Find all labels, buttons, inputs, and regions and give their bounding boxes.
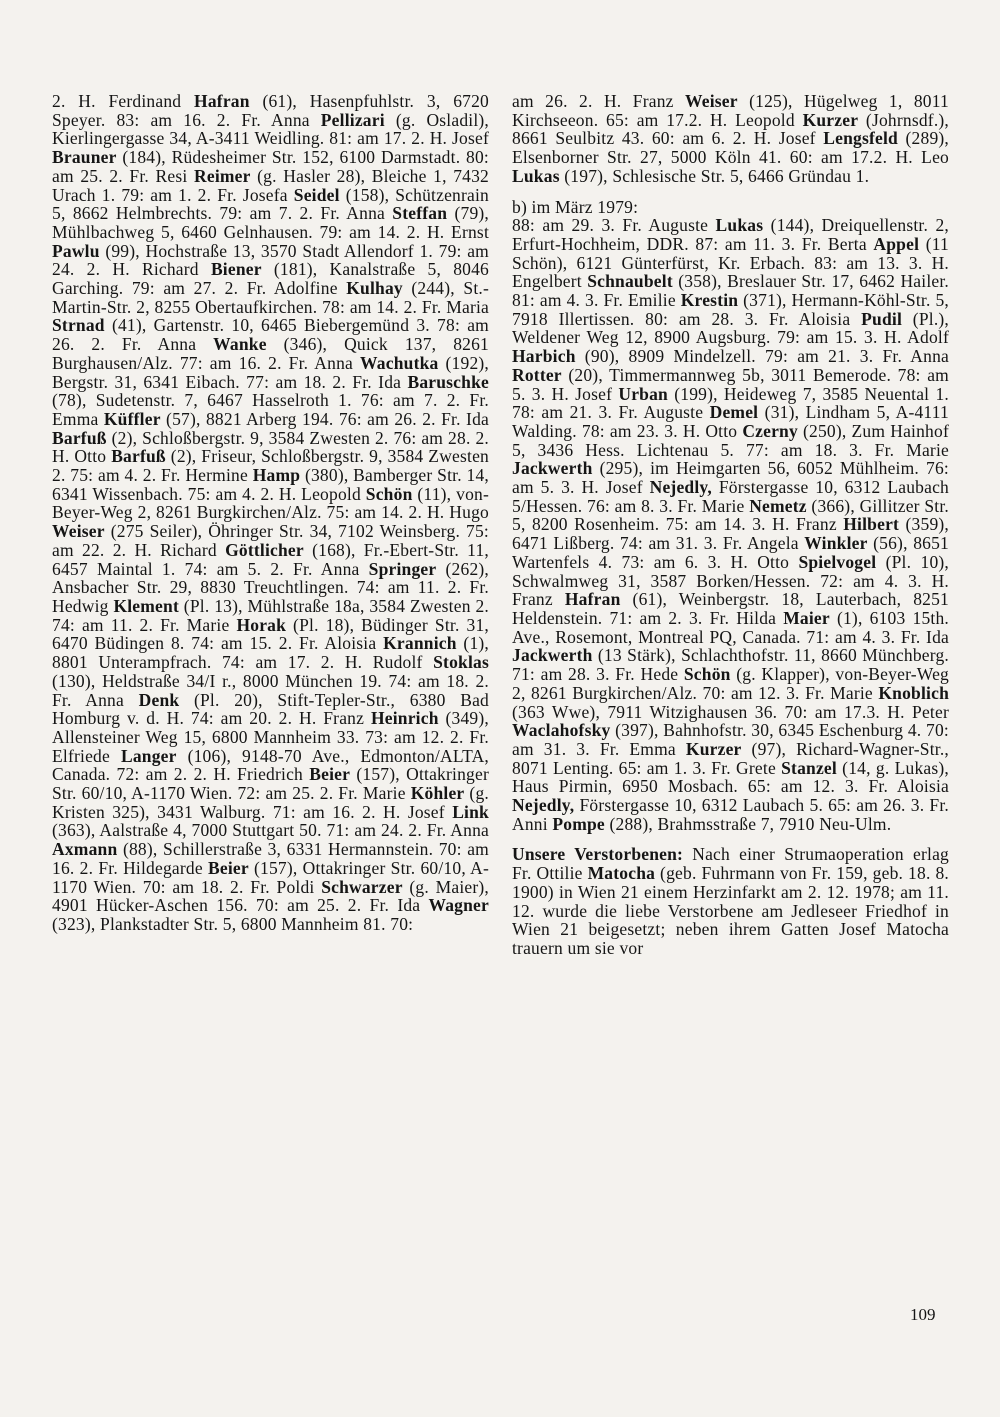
text-run: (349), Allensteiner Weg 15, 6800 Mannheim 33. 73: am 12. 2. Fr. Elfriede <box>52 708 489 766</box>
name-bold: Spielvogel <box>798 551 877 572</box>
text-run: Förstergasse 10, 6312 Laubach 5/Hessen. 76: am 8. 3. Fr. Marie <box>512 477 949 516</box>
text-run: (14, g. Lukas), Haus Pirmin, 6950 Mosbach. 65: am 12. 3. Fr. Aloisia <box>512 757 950 797</box>
name-bold: Waclahofsky <box>512 720 611 741</box>
text-run: (g. Klapper), von-Beyer-Weg 2, 8261 Burgkirchen/Alz. 70: am 12. 3. Fr. Marie <box>512 664 950 703</box>
name-bold: Maier <box>783 607 830 628</box>
name-bold: Strnad <box>52 315 105 336</box>
right-column <box>512 92 949 958</box>
name-bold: Krestin <box>680 290 739 311</box>
text-run: (359), 6471 Lißberg. 74: am 31. 3. Fr. Angela <box>512 514 949 554</box>
name-bold: Rotter <box>512 364 562 385</box>
name-bold: Schön <box>365 483 413 504</box>
text-run: (g. Osladil), Kierlingergasse 34, A-3411 Weidling. 81: am 17. 2. H. Josef <box>52 109 489 149</box>
name-bold: Reimer <box>194 165 251 186</box>
text-run: (244), St.-Martin-Str. 2, 8255 Obertaufkirchen. 78: am 14. 2. Fr. Maria <box>52 278 489 317</box>
name-bold: Kurzer <box>802 109 859 130</box>
name-bold: Beier <box>207 857 249 878</box>
name-bold: Nejedly, <box>512 795 575 816</box>
text-run: (Johrnsdf.), 8661 Seulbitz 43. 60: am 6. 2. H. Josef <box>512 109 950 149</box>
name-bold: Pudil <box>861 308 903 329</box>
name-bold: Schwarzer <box>321 876 403 897</box>
text-run: (192), Bergstr. 31, 6341 Eibach. 77: am 18. 2. Fr. Ida <box>52 352 489 392</box>
text-run: (Pl. 20), Stift-Tepler-Str., 6380 Bad Homburg v. d. H. 74: am 20. 2. H. Franz <box>52 689 490 729</box>
name-bold: Pawlu <box>52 240 100 261</box>
name-bold: Lukas <box>512 165 560 186</box>
name-bold: Beier <box>309 764 351 785</box>
name-bold: Nejedly, <box>649 477 712 498</box>
birthday-list-february <box>52 92 489 934</box>
name-bold: Kurzer <box>685 738 742 759</box>
text-run: (1), 8801 Unterampfrach. 74: am 17. 2. H. Rudolf <box>52 633 490 673</box>
name-bold: Kulhay <box>346 278 403 299</box>
name-bold: Wachutka <box>360 352 439 373</box>
text-run: (106), 9148-70 Ave., Edmonton/ALTA, Canada. 72: am 2. 2. H. Friedrich <box>52 745 490 785</box>
birthday-list-february-continued <box>512 92 949 186</box>
name-bold: Harbich <box>512 346 576 367</box>
text-run: (358), Breslauer Str. 17, 6462 Hailer. 81: am 4. 3. Fr. Emilie <box>512 271 949 311</box>
name-bold: Denk <box>138 689 180 710</box>
text-run: (397), Bahnhofstr. 30, 6345 Eschenburg 4. 70: am 31. 3. Fr. Emma <box>512 720 949 759</box>
name-bold: Göttlicher <box>225 539 304 560</box>
text-run: (158), Schützenrain 5, 8662 Helmbrechts. 79: am 7. 2. Fr. Anna <box>52 184 490 224</box>
text-run: (61), Weinbergstr. 18, Lauterbach, 8251 Heldenstein. 71: am 2. 3. Fr. Hilda <box>512 589 949 628</box>
text-run: (11), von-Beyer-Weg 2, 8261 Burgkirchen/Alz. 75: am 14. 2. H. Hugo <box>52 483 489 523</box>
text-run: (20), Timmermannweg 5b, 3011 Bemerode. 78: am 5. 3. H. Josef <box>512 364 949 404</box>
name-bold: Nemetz <box>749 495 807 516</box>
text-run: (363), Aalstraße 4, 7000 Stuttgart 50. 71: am 24. 2. Fr. Anna <box>52 820 489 841</box>
text-run: (366), Gillitzer Str. 5, 8200 Rosenheim. 75: am 14. 3. H. Franz <box>512 495 949 535</box>
name-bold: Unsere Verstorbenen: <box>512 844 684 865</box>
name-bold: Lukas <box>715 215 764 236</box>
text-run: (g. Hasler 28), Bleiche 1, 7432 Urach 1. 79: am 1. 2. Fr. Josefa <box>52 165 489 205</box>
name-bold: Küffler <box>103 408 161 429</box>
text-run: (295), im Heimgarten 56, 6052 Mühlheim. 76: am 5. 3. H. Josef <box>512 458 949 498</box>
name-bold: Knoblich <box>878 682 949 703</box>
text-run: (168), Fr.-Ebert-Str. 11, 6457 Maintal 1. 74: am 5. 2. Fr. Anna <box>52 539 489 579</box>
text-run: (346), Quick 137, 8261 Burghausen/Alz. 77: am 16. 2. Fr. Anna <box>52 334 489 373</box>
name-bold: Hilbert <box>843 514 900 535</box>
text-run: (Pl. 13), Mühlstraße 18a, 3584 Zwesten 2. 74: am 11. 2. Fr. Marie <box>52 595 489 635</box>
text-run: (2), Schloßbergstr. 9, 3584 Zwesten 2. 76: am 28. 2. H. Otto <box>52 427 489 467</box>
text-run: (184), Rüdesheimer Str. 152, 6100 Darmstadt. 80: am 25. 2. Fr. Resi <box>52 147 489 186</box>
name-bold: Schnaubelt <box>587 271 673 292</box>
text-run: (79), Mühlbachweg 5, 6460 Gelnhausen. 79: am 14. 2. H. Ernst <box>52 203 489 242</box>
text-run: (181), Kanalstraße 5, 8046 Garching. 79: am 27. 2. Fr. Adolfine <box>52 259 490 299</box>
name-bold: Winkler <box>804 533 868 554</box>
text-run: am 26. 2. H. Franz <box>512 91 686 111</box>
text-run: (Pl.), Weldener Weg 12, 8900 Augsburg. 79: am 15. 3. H. Adolf <box>512 308 949 348</box>
name-bold: Heinrich <box>370 708 439 729</box>
text-run: (130), Heldstraße 34/I r., 8000 München 19. 74: am 18. 2. Fr. Anna <box>52 670 489 710</box>
text-run: Nach einer Strumaoperation erlag Fr. Ottilie <box>512 844 949 884</box>
name-bold: Wagner <box>428 895 489 916</box>
text-run: (g. Maier), 4901 Hücker-Aschen 156. 70: am 25. 2. Fr. Ida <box>52 876 490 916</box>
name-bold: Schön <box>683 664 731 685</box>
name-bold: Weiser <box>685 91 738 111</box>
name-bold: Axmann <box>52 839 118 860</box>
text-run: (2), Friseur, Schloßbergstr. 9, 3584 Zwesten 2. 75: am 4. 2. Fr. Hermine <box>52 446 489 486</box>
name-bold: Stanzel <box>781 757 837 778</box>
name-bold: Krannich <box>383 633 457 654</box>
text-run: (288), Brahmsstraße 7, 7910 Neu-Ulm. <box>604 813 892 834</box>
name-bold: Klement <box>113 595 179 616</box>
name-bold: Baruschke <box>407 371 489 392</box>
text-run: (125), Hügelweg 1, 8011 Kirchseeon. 65: am 17.2. H. Leopold <box>512 91 949 130</box>
name-bold: Hamp <box>252 465 301 486</box>
name-bold: Jackwerth <box>512 645 593 666</box>
text-run: (g. Kristen 325), 3431 Walburg. 71: am 16. 2. H. Josef <box>52 783 489 822</box>
name-bold: Steffan <box>392 203 448 224</box>
name-bold: Hafran <box>194 91 250 111</box>
text-run: (88), Schillerstraße 3, 6331 Hermannstein. 70: am 16. 2. Fr. Hildegarde <box>52 839 489 878</box>
text-run: (Pl. 18), Büdinger Str. 31, 6470 Büdingen 8. 74: am 15. 2. Fr. Aloisia <box>52 614 489 654</box>
name-bold: Langer <box>120 745 177 766</box>
text-run: (199), Heideweg 7, 3585 Neuental 1. 78: am 21. 3. Fr. Auguste <box>512 383 949 423</box>
left-column <box>52 92 489 934</box>
text-run: (90), 8909 Mindelzell. 79: am 21. 3. Fr. Anna <box>575 346 949 367</box>
text-run: (380), Bamberger Str. 14, 6341 Wissenbach. 75: am 4. 2. H. Leopold <box>52 465 489 504</box>
text-run: (275 Seiler), Öhringer Str. 34, 7102 Weinsberg. 75: am 22. 2. H. Richard <box>52 521 489 560</box>
text-run: (144), Dreiquellenstr. 2, Erfurt-Hochheim, DDR. 87: am 11. 3. Fr. Berta <box>512 215 949 254</box>
text-run: (1), 6103 15th. Ave., Rosemont, Montreal PQ, Canada. 71: am 4. 3. Fr. Ida <box>512 607 949 647</box>
name-bold: Czerny <box>742 420 798 441</box>
text-run: (157), Ottakringer Str. 60/10, A-1170 Wien. 72: am 25. 2. Fr. Marie <box>52 764 489 804</box>
text-run: (289), Elsenborner Str. 27, 5000 Köln 41. 60: am 17.2. H. Leo <box>512 128 950 168</box>
name-bold: Horak <box>236 614 287 635</box>
name-bold: Lengsfeld <box>823 128 898 149</box>
name-bold: Weiser <box>52 521 105 542</box>
name-bold: Wanke <box>213 334 267 355</box>
name-bold: Brauner <box>52 147 117 168</box>
text-run: (Pl. 10), Schwalmweg 31, 3587 Borken/Hessen. 72: am 4. 3. H. Franz <box>512 551 949 610</box>
name-bold: Link <box>452 801 489 822</box>
name-bold: Barfuß <box>111 446 166 467</box>
text-run: 88: am 29. 3. Fr. Auguste <box>512 215 716 236</box>
text-run: (56), 8651 Wartenfels 4. 73: am 6. 3. H. Otto <box>512 533 949 572</box>
text-run: (97), Richard-Wagner-Str., 8071 Lenting. 65: am 1. 3. Fr. Grete <box>512 738 949 778</box>
name-bold: Köhler <box>410 783 465 804</box>
text-run: (61), Hasenpfuhlstr. 3, 6720 Speyer. 83: am 16. 2. Fr. Anna <box>52 91 490 130</box>
name-bold: Biener <box>210 259 262 280</box>
text-run: (323), Plankstadter Str. 5, 6800 Mannheim 81. 70: <box>52 913 414 934</box>
name-bold: Pellizari <box>320 109 385 130</box>
text-run: (13 Stärk), Schlachthofstr. 11, 8660 Münchberg. 71: am 28. 3. Fr. Hede <box>512 645 949 685</box>
text-run: (31), Lindham 5, A-4111 Walding. 78: am 23. 3. H. Otto <box>512 402 949 441</box>
text-run: (geb. Fuhrmann von Fr. 159, geb. 18. 8. 1900) in Wien 21 einem Herzinfarkt am 2. 12. 1978; am 11. 12. wurde die liebe Verstorbene am Jedleseer Friedhof in Wien 21 beigesetzt; neben ihrem Gatten Josef Matocha trauern um sie vor <box>512 863 949 958</box>
name-bold: Springer <box>368 558 437 579</box>
text-run: (197), Schlesische Str. 5, 6466 Gründau 1. <box>559 165 870 186</box>
text-run: (78), Sudetenstr. 7, 6467 Hasselroth 1. 76: am 7. 2. Fr. Emma <box>52 390 489 429</box>
name-bold: Seidel <box>293 184 340 205</box>
birthday-list-march <box>512 216 949 833</box>
name-bold: Matocha <box>587 863 656 884</box>
subheading-march: b) im März 1979: <box>512 196 639 217</box>
obituaries-paragraph <box>512 845 949 957</box>
text-run: (250), Zum Hainhof 5, 3436 Hess. Lichtenau 5. 77: am 18. 3. Fr. Marie <box>512 420 949 460</box>
name-bold: Hafran <box>564 589 621 610</box>
name-bold: Pompe <box>552 813 605 834</box>
text-run: (371), Hermann-Köhl-Str. 5, 7918 Illertissen. 80: am 28. 3. Fr. Aloisia <box>512 290 949 329</box>
text-run: (363 Wwe), 7911 Witzighausen 36. 70: am 17.3. H. Peter <box>512 701 949 722</box>
name-bold: Barfuß <box>52 427 107 448</box>
name-bold: Jackwerth <box>512 458 593 479</box>
text-run: (262), Ansbacher Str. 29, 8830 Treuchtlingen. 74: am 11. 2. Fr. Hedwig <box>52 558 489 616</box>
text-run: (57), 8821 Arberg 194. 76: am 26. 2. Fr. Ida <box>160 408 489 429</box>
name-bold: Appel <box>873 233 920 254</box>
text-run: (41), Gartenstr. 10, 6465 Biebergemünd 3. 78: am 26. 2. Fr. Anna <box>52 315 489 355</box>
text-run: Förstergasse 10, 6312 Laubach 5. 65: am 26. 3. Fr. Anni <box>512 795 949 834</box>
name-bold: Demel <box>709 402 759 423</box>
name-bold: Stoklas <box>433 652 489 673</box>
name-bold: Urban <box>618 383 668 404</box>
text-run: 2. H. Ferdinand <box>52 91 195 111</box>
page-number: 109 <box>910 1305 936 1324</box>
text-run: (99), Hochstraße 13, 3570 Stadt Allendorf 1. 79: am 24. 2. H. Richard <box>52 240 489 280</box>
text-run: (157), Ottakringer Str. 60/10, A-1170 Wien. 70: am 18. 2. Fr. Poldi <box>52 857 489 897</box>
text-run: (11 Schön), 6121 Günterfürst, Kr. Erbach. 83: am 13. 3. H. Engelbert <box>512 233 949 292</box>
